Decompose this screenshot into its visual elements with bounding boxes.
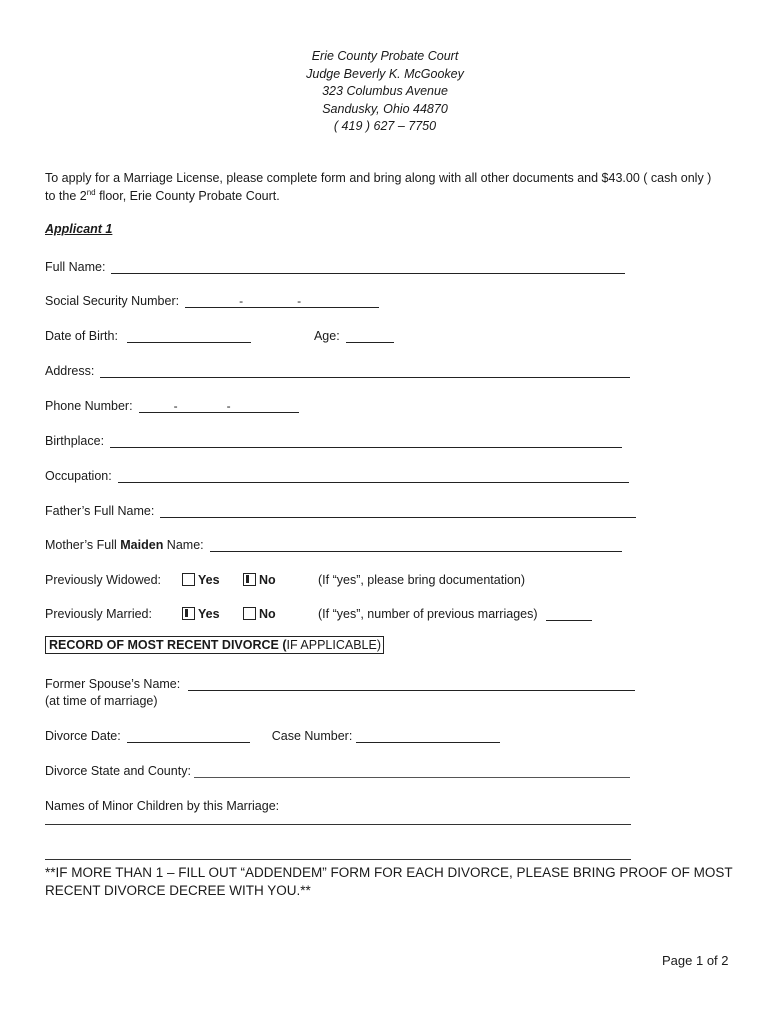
full-name-field[interactable] [111,260,625,274]
intro-text-3: floor, Erie County Probate Court. [95,189,280,203]
case-number-field[interactable] [356,729,500,743]
widowed-yes-checkbox[interactable] [182,573,195,586]
divorce-date-row [45,725,500,743]
father-label: Father’s Full Name: [45,504,155,518]
widowed-yes-label: Yes [198,573,220,587]
occupation-label: Occupation: [45,469,112,483]
phone-field[interactable] [139,399,299,413]
widowed-label: Previously Widowed: [45,573,162,587]
birthplace-label: Birthplace: [45,434,105,448]
mother-label-prefix: Mother’s Full [45,538,121,552]
state-county-field[interactable] [194,764,630,778]
widowed-row [45,569,525,587]
court-header [0,48,770,136]
phone-dash-1: - [173,399,178,413]
married-no-checkbox[interactable] [243,607,256,620]
dob-row [45,325,394,343]
record-heading-normal: IF APPLICABLE) [286,638,381,652]
married-yes-label: Yes [198,607,220,621]
ssn-dash-2: - [297,294,302,308]
court-city: Sandusky, Ohio 44870 [322,101,448,116]
married-no-label: No [259,607,276,621]
divorce-date-label: Divorce Date: [45,729,121,743]
widowed-note: (If “yes”, please bring documentation) [318,573,526,587]
former-spouse-field[interactable] [188,677,635,691]
court-name: Erie County Probate Court [311,49,459,63]
widowed-yes-option[interactable] [182,573,243,587]
full-name-label: Full Name: [45,260,106,274]
page-number: Page 1 of 2 [662,953,729,968]
children-row [45,795,279,813]
at-time-label: (at time of marriage) [45,694,158,708]
ssn-label: Social Security Number: [45,294,180,308]
marriage-count-field[interactable] [546,607,592,621]
widowed-no-label: No [259,573,276,587]
former-spouse-row [45,673,635,691]
mother-label-bold: Maiden [120,538,164,552]
intro-paragraph [45,169,735,205]
state-county-row [45,760,630,778]
section-title-applicant-1: Applicant 1 [45,222,113,236]
divorce-warning: **IF MORE THAN 1 – FILL OUT “ADDENDEM” FORM FOR EACH DIVORCE, PLEASE BRING PROOF OF MOST RECENT DIVORCE DECREE WITH YOU.** [45,865,733,898]
birthplace-field[interactable] [110,434,622,448]
divorce-record-heading [45,636,384,654]
intro-text-2: to the 2 [45,189,87,203]
court-phone: ( 419 ) 627 – 7750 [333,119,437,133]
mother-field[interactable] [210,538,622,552]
court-street: 323 Columbus Avenue [322,84,448,98]
age-label: Age: [313,329,340,343]
at-time-row [45,690,158,708]
address-label: Address: [45,364,95,378]
widowed-no-option[interactable] [243,573,318,587]
married-row [45,603,592,621]
intro-superscript: nd [86,187,96,197]
phone-dash-2: - [226,399,231,413]
phone-label: Phone Number: [45,399,133,413]
children-field-line-2[interactable] [45,859,631,860]
married-note: (If “yes”, number of previous marriages) [318,607,538,621]
full-name-row [45,256,625,274]
dob-field[interactable] [127,329,251,343]
children-label: Names of Minor Children by this Marriage: [45,799,280,813]
judge-name: Judge Beverly K. McGookey [306,66,464,81]
married-yes-option[interactable] [182,607,243,621]
ssn-field[interactable] [185,294,379,308]
former-spouse-label: Former Spouse’s Name: [45,677,181,691]
intro-text-1: To apply for a Marriage License, please complete form and bring along with all other documents and $43.00 ( cash only ) [45,171,712,185]
case-number-label: Case Number: [271,729,353,743]
married-no-option[interactable] [243,607,318,621]
record-heading-bold: RECORD OF MOST RECENT DIVORCE ( [49,638,287,652]
father-field[interactable] [160,504,636,518]
address-row [45,360,630,378]
state-county-label: Divorce State and County: [45,764,191,778]
ssn-dash-1: - [239,294,244,308]
father-row [45,500,636,518]
phone-row [45,395,299,413]
address-field[interactable] [100,364,630,378]
occupation-row [45,465,629,483]
widowed-no-checkbox[interactable] [243,573,256,586]
mother-row [45,534,622,552]
divorce-date-field[interactable] [127,729,250,743]
occupation-field[interactable] [118,469,629,483]
married-yes-checkbox[interactable] [182,607,195,620]
children-field-line-1[interactable] [45,824,631,825]
ssn-row [45,290,379,308]
married-label: Previously Married: [45,607,152,621]
age-field[interactable] [346,329,394,343]
mother-label-suffix: Name: [163,538,204,552]
birthplace-row [45,430,622,448]
dob-label: Date of Birth: [45,329,118,343]
